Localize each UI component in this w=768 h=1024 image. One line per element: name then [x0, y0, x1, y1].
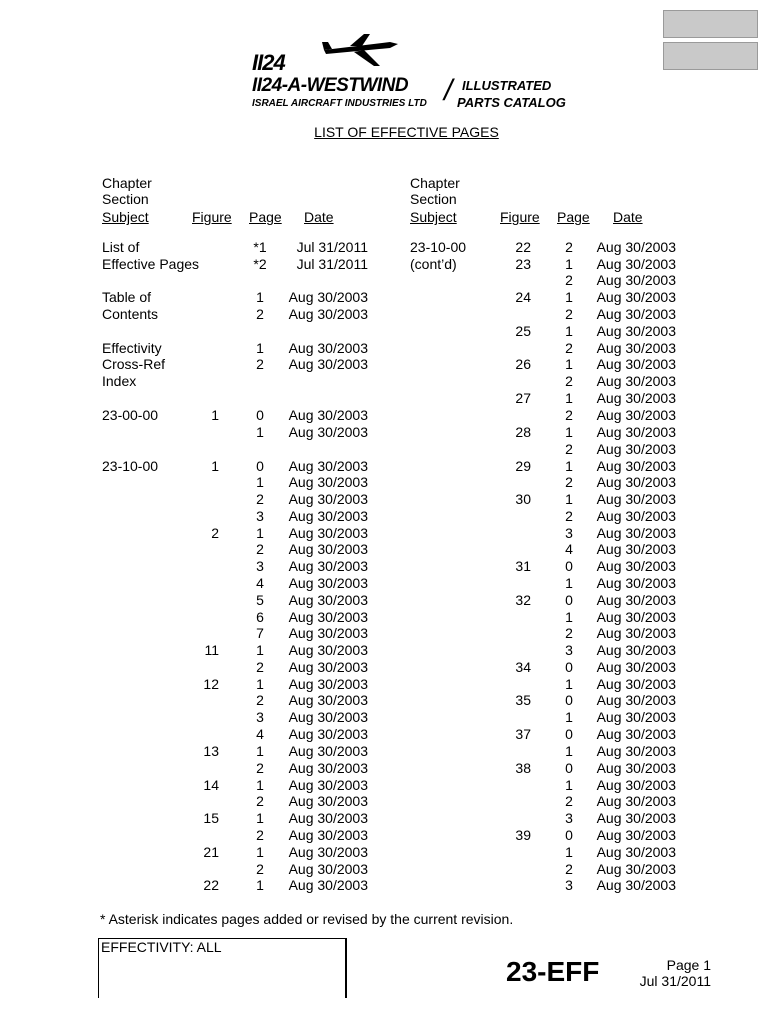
cell-date: Jul 31/2011	[296, 239, 368, 255]
cell-date: Aug 30/2003	[288, 676, 368, 692]
cell-figure: 37	[515, 726, 531, 742]
cell-page: 1	[565, 777, 573, 793]
cell-figure: 1	[211, 458, 219, 474]
cell-date: Aug 30/2003	[596, 743, 676, 759]
cell-figure: 38	[515, 760, 531, 776]
cell-page: 1	[565, 743, 573, 759]
cell-page: 3	[565, 810, 573, 826]
cell-figure: 2	[211, 525, 219, 541]
cell-page: 0	[565, 726, 573, 742]
chapter-code: 23-EFF	[506, 956, 600, 987]
cell-page: 1	[565, 458, 573, 474]
cell-figure: 23	[515, 256, 531, 272]
logo-model-2: II24-A-WESTWIND	[252, 75, 409, 96]
cell-date: Aug 30/2003	[288, 743, 368, 759]
cell-date: Aug 30/2003	[596, 793, 676, 809]
cell-page: 1	[565, 323, 573, 339]
cell-page: 1	[565, 844, 573, 860]
cell-page: 3	[565, 877, 573, 893]
cell-page: 1	[256, 642, 264, 658]
cell-date: Aug 30/2003	[596, 861, 676, 877]
cell-date: Aug 30/2003	[288, 659, 368, 675]
cell-page: 1	[565, 289, 573, 305]
cell-date: Aug 30/2003	[596, 356, 676, 372]
toolbar-button-2[interactable]	[663, 42, 758, 70]
cell-date: Aug 30/2003	[596, 272, 676, 288]
cell-date: Aug 30/2003	[596, 558, 676, 574]
header-figure-right: Figure	[500, 209, 540, 225]
cell-figure: 39	[515, 827, 531, 843]
cell-date: Aug 30/2003	[596, 592, 676, 608]
cell-figure: 1	[211, 407, 219, 423]
header-page-left: Page	[249, 209, 282, 225]
cell-date: Aug 30/2003	[288, 306, 368, 322]
cell-page: 2	[256, 861, 264, 877]
cell-subject: Index	[102, 373, 137, 389]
cell-page: 3	[565, 525, 573, 541]
cell-figure: 30	[515, 491, 531, 507]
cell-date: Aug 30/2003	[288, 424, 368, 440]
header-date-left: Date	[304, 209, 334, 225]
cell-date: Aug 30/2003	[288, 525, 368, 541]
cell-date: Aug 30/2003	[596, 289, 676, 305]
header-section-right: Section	[410, 191, 457, 207]
cell-date: Aug 30/2003	[288, 558, 368, 574]
cell-date: Jul 31/2011	[296, 256, 368, 272]
cell-page: 2	[565, 306, 573, 322]
cell-subject: Effectivity	[102, 340, 162, 356]
cell-page: 1	[565, 390, 573, 406]
cell-date: Aug 30/2003	[596, 575, 676, 591]
cell-date: Aug 30/2003	[596, 760, 676, 776]
cell-date: Aug 30/2003	[288, 810, 368, 826]
cell-subject: Cross-Ref	[102, 356, 166, 372]
cell-date: Aug 30/2003	[288, 458, 368, 474]
cell-page: 1	[565, 575, 573, 591]
cell-page: 1	[565, 491, 573, 507]
cell-subject: (cont’d)	[410, 256, 457, 272]
cell-figure: 34	[515, 659, 531, 675]
cell-date: Aug 30/2003	[288, 709, 368, 725]
logo-model-1: II24	[252, 50, 285, 75]
cell-page: 2	[256, 793, 264, 809]
airplane-icon	[320, 32, 402, 68]
cell-page: 3	[256, 709, 264, 725]
cell-page: 1	[256, 289, 264, 305]
cell-figure: 12	[203, 676, 219, 692]
header-figure-left: Figure	[192, 209, 232, 225]
cell-figure: 27	[515, 390, 531, 406]
cell-page: 1	[256, 877, 264, 893]
cell-date: Aug 30/2003	[596, 642, 676, 658]
cell-date: Aug 30/2003	[288, 289, 368, 305]
cell-page: 6	[256, 609, 264, 625]
cell-page: 2	[565, 373, 573, 389]
asterisk-note: * Asterisk indicates pages added or revised by the current revision.	[100, 911, 514, 927]
cell-page: 1	[256, 340, 264, 356]
logo-parts-catalog: PARTS CATALOG	[457, 95, 566, 110]
cell-page: 0	[256, 458, 264, 474]
cell-page: 2	[565, 239, 573, 255]
cell-date: Aug 30/2003	[596, 407, 676, 423]
cell-figure: 28	[515, 424, 531, 440]
cell-date: Aug 30/2003	[288, 609, 368, 625]
cell-page: 4	[565, 541, 573, 557]
cell-date: Aug 30/2003	[596, 508, 676, 524]
header-chapter-right: Chapter	[410, 175, 460, 191]
cell-page: 2	[565, 793, 573, 809]
cell-page: 2	[256, 356, 264, 372]
cell-date: Aug 30/2003	[288, 877, 368, 893]
cell-figure: 15	[203, 810, 219, 826]
cell-page: 1	[256, 810, 264, 826]
page-title: LIST OF EFFECTIVE PAGES	[314, 124, 499, 140]
cell-date: Aug 30/2003	[596, 810, 676, 826]
logo-divider: /	[444, 74, 453, 107]
cell-page: 0	[565, 692, 573, 708]
cell-date: Aug 30/2003	[288, 861, 368, 877]
header-subject-right: Subject	[410, 209, 457, 225]
cell-date: Aug 30/2003	[596, 692, 676, 708]
cell-subject: Effective Pages	[102, 256, 200, 272]
cell-page: 1	[256, 777, 264, 793]
cell-date: Aug 30/2003	[288, 692, 368, 708]
logo-illustrated: ILLUSTRATED	[462, 78, 552, 93]
cell-date: Aug 30/2003	[596, 390, 676, 406]
logo-company: ISRAEL AIRCRAFT INDUSTRIES LTD	[252, 98, 427, 109]
cell-page: *2	[253, 256, 267, 272]
cell-date: Aug 30/2003	[596, 676, 676, 692]
cell-page: 1	[565, 609, 573, 625]
cell-figure: 26	[515, 356, 531, 372]
cell-subject: 23-00-00	[102, 407, 159, 423]
cell-page: 1	[256, 676, 264, 692]
cell-page: 1	[565, 256, 573, 272]
cell-figure: 11	[204, 642, 219, 658]
cell-date: Aug 30/2003	[288, 592, 368, 608]
cell-page: 7	[256, 625, 264, 641]
cell-date: Aug 30/2003	[596, 340, 676, 356]
cell-subject: Table of	[102, 289, 152, 305]
cell-date: Aug 30/2003	[596, 844, 676, 860]
cell-page: 0	[565, 659, 573, 675]
cell-page: 2	[565, 340, 573, 356]
cell-figure: 13	[203, 743, 219, 759]
header-chapter-left: Chapter	[102, 175, 152, 191]
cell-figure: 24	[515, 289, 531, 305]
cell-page: 1	[256, 844, 264, 860]
cell-date: Aug 30/2003	[596, 239, 676, 255]
cell-figure: 29	[515, 458, 531, 474]
cell-date: Aug 30/2003	[288, 356, 368, 372]
cell-page: 2	[256, 659, 264, 675]
cell-page: 1	[256, 424, 264, 440]
cell-page: 1	[565, 356, 573, 372]
cell-page: 0	[565, 558, 573, 574]
effectivity-label: EFFECTIVITY: ALL	[101, 939, 222, 955]
cell-figure: 25	[515, 323, 531, 339]
cell-date: Aug 30/2003	[288, 793, 368, 809]
cell-page: 2	[565, 407, 573, 423]
cell-date: Aug 30/2003	[596, 424, 676, 440]
cell-date: Aug 30/2003	[596, 373, 676, 389]
cell-subject: 23-10-00	[102, 458, 159, 474]
cell-page: 1	[256, 474, 264, 490]
header-date-right: Date	[613, 209, 643, 225]
cell-date: Aug 30/2003	[596, 659, 676, 675]
cell-date: Aug 30/2003	[288, 541, 368, 557]
cell-page: 0	[565, 760, 573, 776]
cell-date: Aug 30/2003	[288, 642, 368, 658]
cell-page: 1	[565, 676, 573, 692]
cell-date: Aug 30/2003	[596, 541, 676, 557]
cell-page: 1	[565, 709, 573, 725]
cell-date: Aug 30/2003	[596, 525, 676, 541]
cell-page: 2	[565, 508, 573, 524]
cell-date: Aug 30/2003	[596, 458, 676, 474]
cell-page: 3	[256, 508, 264, 524]
cell-date: Aug 30/2003	[288, 760, 368, 776]
cell-date: Aug 30/2003	[596, 474, 676, 490]
cell-page: 0	[565, 592, 573, 608]
header-section-left: Section	[102, 191, 149, 207]
cell-date: Aug 30/2003	[596, 609, 676, 625]
cell-figure: 22	[203, 877, 219, 893]
header-page-right: Page	[557, 209, 590, 225]
cell-date: Aug 30/2003	[288, 491, 368, 507]
revision-date: Jul 31/2011	[639, 973, 711, 989]
cell-page: 2	[565, 474, 573, 490]
cell-date: Aug 30/2003	[596, 441, 676, 457]
cell-page: 3	[256, 558, 264, 574]
cell-date: Aug 30/2003	[596, 306, 676, 322]
cell-subject: List of	[102, 239, 140, 255]
cell-date: Aug 30/2003	[288, 844, 368, 860]
cell-page: 1	[565, 424, 573, 440]
cell-date: Aug 30/2003	[288, 726, 368, 742]
cell-date: Aug 30/2003	[288, 575, 368, 591]
cell-page: *1	[253, 239, 267, 255]
cell-page: 0	[256, 407, 264, 423]
cell-date: Aug 30/2003	[596, 256, 676, 272]
cell-date: Aug 30/2003	[596, 323, 676, 339]
cell-figure: 32	[515, 592, 531, 608]
cell-date: Aug 30/2003	[596, 709, 676, 725]
cell-date: Aug 30/2003	[596, 827, 676, 843]
cell-date: Aug 30/2003	[596, 777, 676, 793]
cell-page: 1	[256, 743, 264, 759]
cell-page: 2	[256, 760, 264, 776]
cell-date: Aug 30/2003	[288, 340, 368, 356]
cell-figure: 21	[203, 844, 219, 860]
cell-page: 5	[256, 592, 264, 608]
cell-date: Aug 30/2003	[288, 407, 368, 423]
cell-date: Aug 30/2003	[596, 726, 676, 742]
cell-date: Aug 30/2003	[288, 827, 368, 843]
toolbar-button-1[interactable]	[663, 10, 758, 38]
cell-figure: 31	[515, 558, 531, 574]
page-number: Page 1	[666, 957, 711, 973]
cell-date: Aug 30/2003	[288, 508, 368, 524]
cell-page: 2	[565, 441, 573, 457]
cell-date: Aug 30/2003	[288, 777, 368, 793]
cell-page: 1	[256, 525, 264, 541]
cell-figure: 14	[203, 777, 219, 793]
cell-page: 0	[565, 827, 573, 843]
cell-page: 2	[565, 861, 573, 877]
cell-page: 2	[256, 541, 264, 557]
cell-page: 4	[256, 575, 264, 591]
cell-date: Aug 30/2003	[596, 877, 676, 893]
cell-date: Aug 30/2003	[288, 625, 368, 641]
header-subject-left: Subject	[102, 209, 149, 225]
cell-page: 3	[565, 642, 573, 658]
cell-subject: Contents	[102, 306, 159, 322]
cell-page: 2	[256, 692, 264, 708]
cell-date: Aug 30/2003	[288, 474, 368, 490]
cell-figure: 35	[515, 692, 531, 708]
cell-page: 2	[256, 827, 264, 843]
cell-page: 4	[256, 726, 264, 742]
cell-page: 2	[565, 272, 573, 288]
cell-date: Aug 30/2003	[596, 625, 676, 641]
cell-figure: 22	[515, 239, 531, 255]
cell-page: 2	[256, 306, 264, 322]
cell-page: 2	[565, 625, 573, 641]
cell-date: Aug 30/2003	[596, 491, 676, 507]
cell-subject: 23-10-00	[410, 239, 467, 255]
cell-page: 2	[256, 491, 264, 507]
